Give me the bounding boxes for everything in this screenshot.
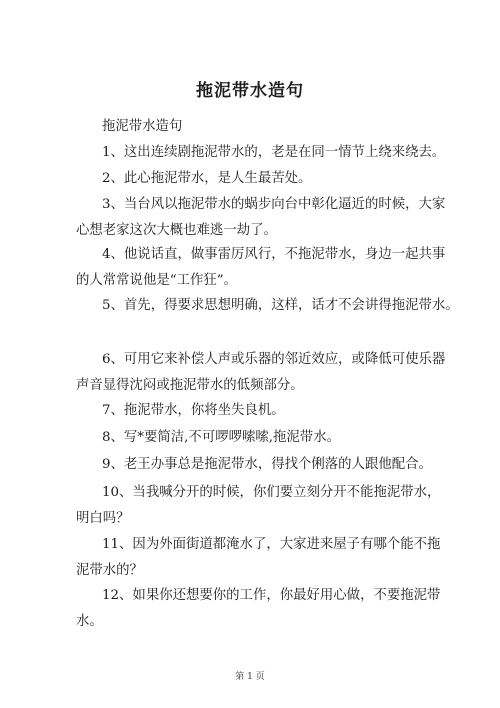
sentence-line-continued: 的人常常说他是“工作狂”。 (76, 273, 237, 288)
sentence-item (76, 347, 446, 399)
sentence-line: 6、可用它来补偿人声或乐器的邻近效应，或降低可使乐器 (102, 352, 446, 367)
sentence-line: 12、如果你还想要你的工作，你最好用心做，不要拖泥带 (102, 588, 441, 603)
sentence-item (76, 425, 436, 451)
sentence-item (76, 583, 441, 635)
subtitle-text: 拖泥带水造句 (102, 119, 183, 134)
document-title: 拖泥带水造句 (196, 81, 304, 101)
sentence-item (76, 166, 436, 192)
sentence-line: 9、老王办事总是拖泥带水，得找个俐落的人跟他配合。 (102, 457, 432, 472)
sentence-item (76, 192, 446, 244)
sentence-line: 10、当我喊分开的时候，你们要立刻分开不能拖泥带水， (102, 485, 441, 500)
page-number: 第 1 页 (235, 672, 265, 682)
document-subtitle (76, 114, 436, 140)
sentence-item (76, 398, 436, 424)
sentence-item (76, 242, 446, 294)
sentence-item (76, 293, 459, 319)
sentence-item (76, 140, 446, 166)
sentence-line-continued: 声音显得沈闷或拖泥带水的低频部分。 (76, 378, 304, 393)
sentence-line-continued: 明白吗？ (76, 511, 130, 526)
sentence-item (76, 452, 436, 478)
sentence-line-continued: 水。 (76, 614, 103, 629)
sentence-line: 4、他说话直，做事雷厉风行，不拖泥带水，身边一起共事 (102, 247, 446, 262)
sentence-line: 2、此心拖泥带水，是人生最苦处。 (102, 171, 312, 186)
sentence-line: 11、因为外面街道都淹水了，大家进来屋子有哪个能不拖 (102, 537, 441, 552)
sentence-line: 8、写*要简洁,不可啰啰嗦嗦,拖泥带水。 (102, 430, 340, 445)
sentence-line-continued: 心想老家这次大概也难逃一劫了。 (76, 223, 277, 238)
sentence-item (76, 480, 441, 532)
sentence-line: 3、当台风以拖泥带水的蜗步向台中彰化逼近的时候，大家 (102, 197, 446, 212)
sentence-line: 1、这出连续剧拖泥带水的，老是在同一情节上绕来绕去。 (102, 145, 446, 160)
sentence-line: 5、首先，得要求思想明确，这样，话才不会讲得拖泥带水。 (102, 298, 459, 313)
sentence-item (76, 532, 441, 584)
sentence-line: 7、拖泥带水，你将坐失良机。 (102, 403, 285, 418)
sentence-line-continued: 泥带水的？ (76, 563, 143, 578)
